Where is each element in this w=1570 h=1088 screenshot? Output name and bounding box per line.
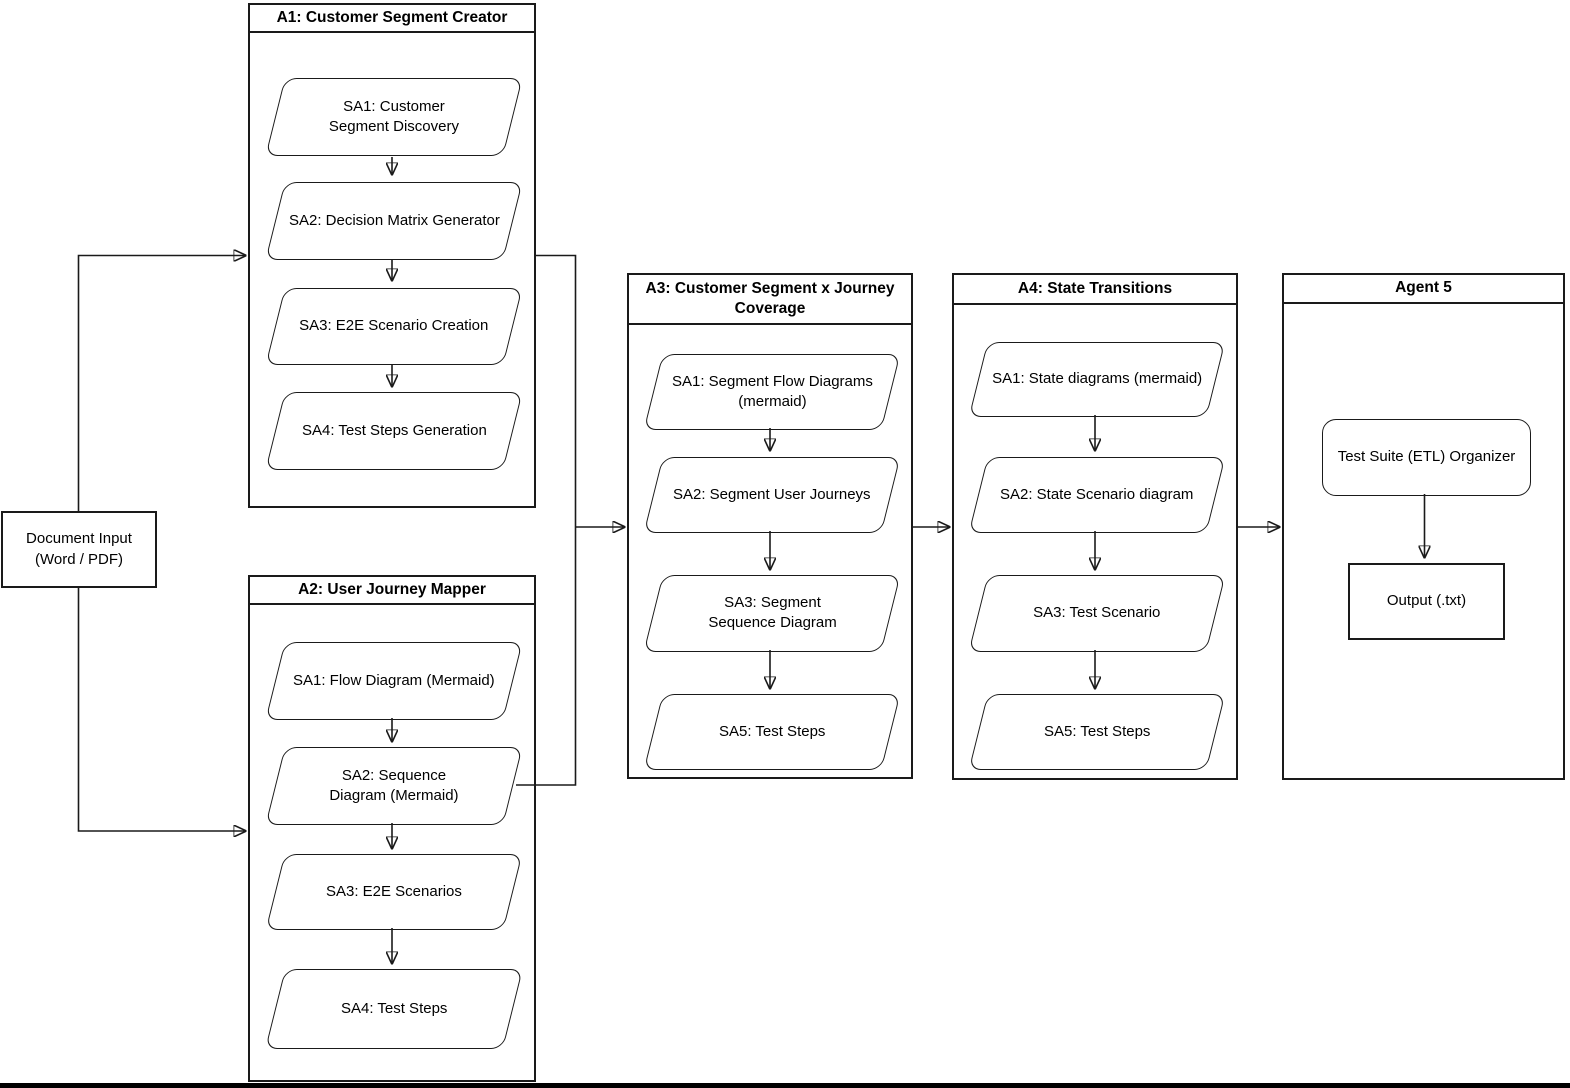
step-label-a3-sa2: SA2: Segment User Journeys bbox=[673, 485, 871, 503]
output-label: Output (.txt) bbox=[1386, 592, 1467, 610]
test-suite-organizer-label: Test Suite (ETL) Organizer bbox=[1337, 448, 1516, 466]
step-label-a1-sa3: SA3: E2E Scenario Creation bbox=[299, 317, 489, 335]
step-label-a4-sa1: SA1: State diagrams (mermaid) bbox=[991, 370, 1203, 388]
step-label-a4-sa2: SA2: State Scenario diagram bbox=[1000, 485, 1194, 503]
document-input-label: Document Input (Word / PDF) bbox=[26, 530, 132, 568]
agent-a4-title: A4: State Transitions bbox=[1017, 279, 1173, 297]
step-label-a2-sa3: SA3: E2E Scenarios bbox=[326, 882, 462, 900]
agent-a4-header bbox=[954, 275, 1236, 305]
step-node-a2-sa1 bbox=[265, 642, 522, 720]
step-node-a3-sa5 bbox=[644, 694, 901, 770]
step-label-a4-sa3: SA3: Test Scenario bbox=[1033, 604, 1161, 622]
step-node-a3-sa2 bbox=[644, 457, 901, 533]
agent-a5-header bbox=[1284, 275, 1563, 304]
step-node-a3-sa3 bbox=[643, 575, 900, 652]
bottom-border-bar bbox=[0, 1083, 1570, 1088]
agent-container-a3 bbox=[627, 273, 913, 779]
step-node-a1-sa4 bbox=[265, 392, 522, 470]
step-node-a2-sa4 bbox=[265, 969, 523, 1049]
agent-container-a5 bbox=[1282, 273, 1565, 780]
step-label-a3-sa1: SA1: Segment Flow Diagrams (mermaid) bbox=[671, 372, 873, 410]
step-label-a2-sa4: SA4: Test Steps bbox=[340, 999, 448, 1017]
agent-a1-title: A1: Customer Segment Creator bbox=[276, 8, 508, 26]
test-suite-organizer-node bbox=[1322, 419, 1531, 496]
agent-container-a1 bbox=[248, 3, 536, 508]
step-node-a1-sa2 bbox=[265, 182, 522, 260]
step-label-a2-sa1: SA1: Flow Diagram (Mermaid) bbox=[293, 671, 495, 689]
step-node-a1-sa1 bbox=[265, 78, 522, 156]
step-label-a2-sa2: SA2: Sequence Diagram (Mermaid) bbox=[329, 766, 459, 804]
output-node bbox=[1348, 563, 1505, 640]
document-input-node bbox=[1, 511, 157, 588]
step-node-a2-sa2 bbox=[265, 747, 522, 825]
step-node-a1-sa3 bbox=[265, 288, 522, 365]
connector-docinput-to-a1 bbox=[79, 256, 246, 512]
step-node-a3-sa1 bbox=[644, 354, 901, 430]
agent-a1-header bbox=[250, 5, 534, 33]
step-node-a4-sa3 bbox=[968, 575, 1225, 652]
step-label-a4-sa5: SA5: Test Steps bbox=[1043, 722, 1151, 740]
agent-a5-title: Agent 5 bbox=[1395, 279, 1452, 297]
step-node-a4-sa1 bbox=[969, 342, 1226, 417]
step-label-a3-sa3: SA3: Segment Sequence Diagram bbox=[707, 594, 837, 632]
agent-a3-title: A3: Customer Segment x Journey Coverage bbox=[645, 279, 895, 317]
step-node-a4-sa5 bbox=[969, 694, 1226, 770]
step-label-a1-sa1: SA1: Customer Segment Discovery bbox=[328, 97, 460, 135]
agent-container-a4 bbox=[952, 273, 1238, 780]
step-label-a1-sa4: SA4: Test Steps Generation bbox=[301, 421, 487, 439]
step-node-a2-sa3 bbox=[266, 854, 523, 930]
step-label-a3-sa5: SA5: Test Steps bbox=[718, 722, 826, 740]
agent-container-a2 bbox=[248, 575, 536, 1082]
connector-docinput-to-a2 bbox=[79, 588, 246, 831]
step-node-a4-sa2 bbox=[969, 457, 1226, 533]
agent-a2-title: A2: User Journey Mapper bbox=[298, 580, 486, 598]
agent-a2-header bbox=[250, 577, 534, 605]
agent-a3-header bbox=[629, 275, 911, 325]
step-label-a1-sa2: SA2: Decision Matrix Generator bbox=[288, 211, 500, 229]
